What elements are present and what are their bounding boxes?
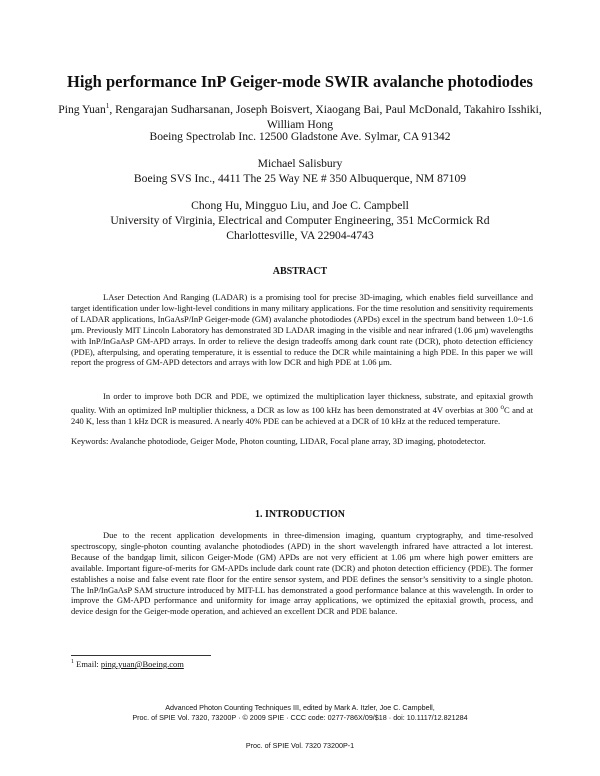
introduction-paragraph-1: Due to the recent application developments in three-dimension imaging, quantum cryptography, and time-resolved spectroscopy, single-photon counting avalanche photodiodes (APD) in the short wavelength infrared have attracted a lot interest. Because of the bandgap limit, silicon Geiger-Mode (GM) APDs are not very efficient at 1.06 μm where high power emitters are available. Important figure-of-merits for GM-APDs include dark count rate (DCR) and photon detection efficiency (PDE). The former establishes a noise and false event rate floor for the entire sensor system, and PDE defines the sensor’s sensitivity to a single photon. The InP/InGaAsP SAM structure introduced by MIT-LL has demonstrated a good performance balance at this wavelength. In order to improve the GM-APD performance and uniformity for image array applications, we optimized the epitaxial growth, process, and device design for the Geiger-mode operation, and achieved an excellent DCR and PDE balance. <box>71 530 533 617</box>
footnote-marker: 1 <box>71 659 74 666</box>
footnote-label: Email: <box>74 659 101 669</box>
introduction-heading: 1. INTRODUCTION <box>254 509 345 520</box>
author-group-2: Michael Salisbury <box>257 157 343 170</box>
abstract-p2-text-a: In order to improve both DCR and PDE, we optimized the multiplication layer thickness, substrate, and epitaxial growth quality. With an optimized InP multiplier thickness, a DCR as low as 100 kHz has been demonstrated at 4V overbias at 300 <box>71 391 533 415</box>
email-link[interactable]: ping.yuan@Boeing.com <box>100 659 184 669</box>
page-number: Proc. of SPIE Vol. 7320 73200P-1 <box>245 741 355 750</box>
affiliation-boeing-svs: Boeing SVS Inc., 4411 The 25 Way NE # 350 Albuquerque, NM 87109 <box>133 172 467 185</box>
footer-citation-line-2: Proc. of SPIE Vol. 7320, 73200P · © 2009 SPIE · CCC code: 0277-786X/09/$18 · doi: 10.1117/12.821284 <box>132 713 468 722</box>
author-list <box>40 99 560 132</box>
keywords: Keywords: Avalanche photodiode, Geiger Mode, Photon counting, LIDAR, Focal plane array, 3D imaging, photodetector. <box>71 436 486 446</box>
paper-title: High performance InP Geiger-mode SWIR avalanche photodiodes <box>67 72 533 91</box>
abstract-paragraph-1: LAser Detection And Ranging (LADAR) is a promising tool for precise 3D-imaging, which enables field surveillance and target identification under low-light-level conditions in many military applications. For the time resolution and sensitivity requirements of LADAR applications, InGaAsP/InP Geiger-mode (GM) avalanche photodiodes (APDs) excel in the spectrum band between 1.0~1.6 μm. Previously MIT Lincoln Laboratory has demonstrated 3D LADAR imaging in the visible and near infrared (1.06 μm) wavelengths with InP/InGaAsP GM-APD arrays. In order to relieve the design tradeoffs among dark count rate (DCR), photo detection efficiency (PDE), afterpulsing, and operating temperature, it is essential to reduce the DCR while maintaining a high PDE. In this paper we will report the progress of GM-APD detectors and arrays with low DCR and high PDE at 1.06 μm. <box>71 292 533 368</box>
footnote-divider <box>71 655 211 656</box>
footer-citation-line-1: Advanced Photon Counting Techniques III, edited by Mark A. Itzler, Joe C. Campbell, <box>165 703 435 712</box>
footnote <box>71 659 184 669</box>
affiliation-uva-line1: University of Virginia, Electrical and Computer Engineering, 351 McCormick Rd <box>110 214 490 227</box>
author-group-3: Chong Hu, Mingguo Liu, and Joe C. Campbell <box>191 199 409 212</box>
affiliation-spectrolab: Boeing Spectrolab Inc. 12500 Gladstone Ave. Sylmar, CA 91342 <box>149 130 451 143</box>
abstract-paragraph-2 <box>71 391 533 427</box>
affiliation-uva-line2: Charlottesville, VA 22904-4743 <box>226 229 374 242</box>
author-footnote-marker: 1 <box>105 102 110 110</box>
lead-author: Ping Yuan <box>58 102 106 116</box>
co-authors: , Rengarajan Sudharsanan, Joseph Boisvert, Xiaogang Bai, Paul McDonald, Takahiro Isshiki, William Hong <box>109 102 542 131</box>
abstract-p2-text-b: C and at 240 K, less than 1 kHz DCR is measured. A nearly 40% PDE can be achieved at a DCR of 10 kHz at the reduced temperature. <box>71 404 534 426</box>
degree-symbol: o <box>500 402 504 411</box>
abstract-heading: ABSTRACT <box>272 266 328 277</box>
